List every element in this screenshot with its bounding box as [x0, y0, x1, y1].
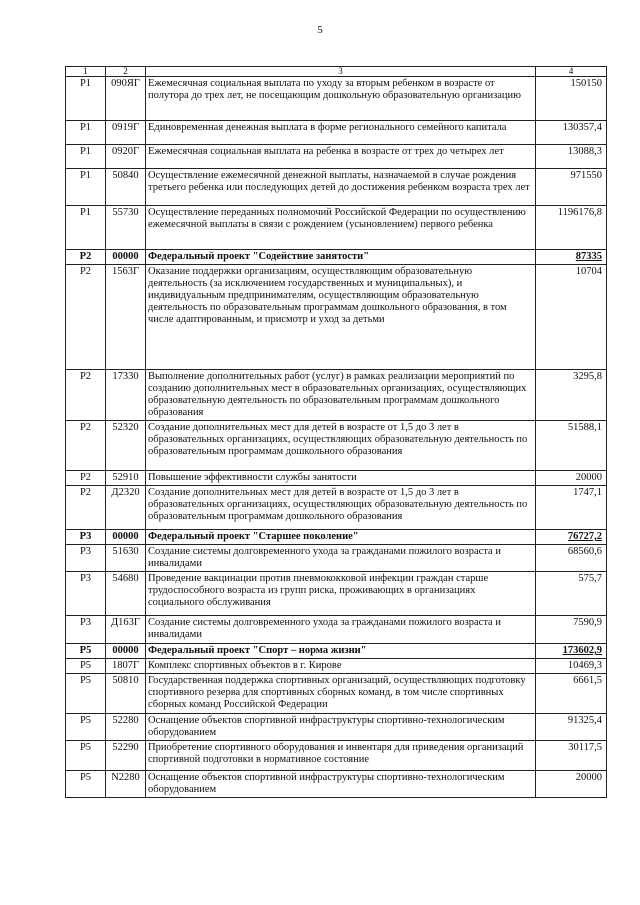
description-text: Осуществление ежемесячной денежной выплаты, назначаемой в случае рождения третьего ребенка или последующих детей до достижения ребенком возраста трех лет [148, 170, 530, 193]
section-code-text: P1 [79, 78, 92, 89]
amount-cell [536, 545, 607, 572]
description-text: Создание системы долговременного ухода за гражданами пожилого возраста и инвалидами [148, 617, 501, 640]
budget-table [65, 66, 607, 798]
amount-text: 10469,3 [567, 660, 602, 671]
section-code-text: P5 [79, 715, 92, 726]
section-code-text: P1 [79, 207, 92, 218]
description-cell [146, 644, 536, 659]
target-code-text: 0920Г [111, 146, 140, 157]
description-text: Проведение вакцинации против пневмококковой инфекции граждан старше трудоспособного возраста из групп риска, проживающих в организациях социального обслуживания [148, 573, 489, 608]
section-code-cell [66, 145, 106, 169]
column-number-3: 3 [146, 67, 536, 77]
section-code-cell [66, 77, 106, 121]
amount-cell [536, 714, 607, 741]
table-row [66, 370, 607, 421]
amount-text: 13088,3 [567, 146, 602, 157]
section-code-cell [66, 644, 106, 659]
target-code-cell [106, 370, 146, 421]
amount-text: 20000 [575, 772, 602, 783]
amount-cell [536, 145, 607, 169]
section-code-text: P5 [79, 645, 92, 656]
section-code-cell [66, 421, 106, 471]
table-row [66, 486, 607, 530]
description-text: Повышение эффективности службы занятости [148, 472, 357, 483]
table-row [66, 421, 607, 471]
section-code-cell [66, 530, 106, 545]
amount-text: 20000 [575, 472, 602, 483]
target-code-text: 52290 [112, 742, 139, 753]
section-code-cell [66, 616, 106, 644]
target-code-cell [106, 644, 146, 659]
description-text: Создание системы долговременного ухода за гражданами пожилого возраста и инвалидами [148, 546, 501, 569]
description-text: Ежемесячная социальная выплата на ребенка в возрасте от трех до четырех лет [148, 146, 504, 157]
description-cell [146, 530, 536, 545]
section-code-cell [66, 486, 106, 530]
amount-cell [536, 771, 607, 798]
description-cell [146, 714, 536, 741]
target-code-cell [106, 616, 146, 644]
amount-text: 76727,2 [567, 531, 602, 542]
target-code-text: 52320 [112, 422, 139, 433]
target-code-cell [106, 741, 146, 771]
description-text: Создание дополнительных мест для детей в возрасте от 1,5 до 3 лет в образовательных организациях, осуществляющих образовательную деятельность по образовательным программам дошкольного образования [148, 487, 528, 522]
description-text: Оснащение объектов спортивной инфраструктуры спортивно-технологическим оборудованием [148, 715, 505, 738]
description-cell [146, 206, 536, 250]
table-row [66, 572, 607, 616]
section-code-text: P3 [79, 546, 92, 557]
section-code-cell [66, 206, 106, 250]
description-cell [146, 121, 536, 145]
amount-text: 130357,4 [562, 122, 602, 133]
column-number-1: 1 [66, 67, 106, 77]
amount-cell [536, 421, 607, 471]
section-code-cell [66, 771, 106, 798]
target-code-cell [106, 545, 146, 572]
amount-text: 6661,5 [573, 675, 602, 686]
table-row [66, 771, 607, 798]
section-code-cell [66, 121, 106, 145]
target-code-text: 00000 [112, 531, 139, 542]
table-row [66, 169, 607, 206]
table-row [66, 77, 607, 121]
description-cell [146, 169, 536, 206]
description-text: Государственная поддержка спортивных организаций, осуществляющих подготовку спортивного резерва для спортивных сборных команд, в том числе спортивных сборных команд Российской Федерации [148, 675, 526, 710]
section-code-text: P1 [79, 146, 92, 157]
target-code-cell [106, 169, 146, 206]
target-code-cell [106, 265, 146, 370]
amount-cell [536, 572, 607, 616]
table-row [66, 714, 607, 741]
column-number-2: 2 [106, 67, 146, 77]
description-text: Приобретение спортивного оборудования и инвентаря для приведения организаций спортивной подготовки в нормативное состояние [148, 742, 524, 765]
target-code-text: 51630 [112, 546, 139, 557]
description-cell [146, 370, 536, 421]
target-code-cell [106, 206, 146, 250]
description-cell [146, 77, 536, 121]
description-cell [146, 741, 536, 771]
amount-cell [536, 169, 607, 206]
amount-cell [536, 644, 607, 659]
section-code-text: P2 [79, 487, 92, 498]
target-code-cell [106, 530, 146, 545]
description-cell [146, 250, 536, 265]
section-code-text: P2 [79, 266, 92, 277]
amount-cell [536, 530, 607, 545]
amount-cell [536, 370, 607, 421]
target-code-cell [106, 471, 146, 486]
amount-text: 150150 [570, 78, 602, 89]
description-text: Федеральный проект "Старшее поколение" [148, 531, 359, 542]
budget-table-body [66, 67, 607, 798]
target-code-text: 17330 [112, 371, 139, 382]
amount-text: 3295,8 [573, 371, 602, 382]
amount-text: 10704 [575, 266, 602, 277]
table-row [66, 741, 607, 771]
target-code-text: 54680 [112, 573, 139, 584]
amount-text: 68560,6 [567, 546, 602, 557]
section-code-cell [66, 250, 106, 265]
description-cell [146, 659, 536, 674]
section-code-text: P5 [79, 772, 92, 783]
amount-cell [536, 77, 607, 121]
description-cell [146, 771, 536, 798]
target-code-cell [106, 486, 146, 530]
table-row [66, 265, 607, 370]
description-text: Оснащение объектов спортивной инфраструктуры спортивно-технологическим оборудованием [148, 772, 505, 795]
section-code-text: P5 [79, 742, 92, 753]
project-total-row [66, 644, 607, 659]
section-code-cell [66, 659, 106, 674]
amount-cell [536, 486, 607, 530]
amount-text: 30117,5 [568, 742, 602, 753]
description-cell [146, 616, 536, 644]
amount-cell [536, 659, 607, 674]
section-code-cell [66, 370, 106, 421]
target-code-cell [106, 121, 146, 145]
section-code-text: P3 [79, 573, 92, 584]
target-code-cell [106, 771, 146, 798]
description-text: Комплекс спортивных объектов в г. Кирове [148, 660, 342, 671]
target-code-text: 0919Г [111, 122, 140, 133]
table-row [66, 674, 607, 714]
section-code-text: P1 [79, 122, 92, 133]
description-cell [146, 674, 536, 714]
amount-cell [536, 674, 607, 714]
description-cell [146, 421, 536, 471]
target-code-text: 00000 [112, 251, 139, 262]
target-code-text: 52280 [112, 715, 139, 726]
table-row [66, 471, 607, 486]
target-code-text: 52910 [112, 472, 139, 483]
amount-text: 1747,1 [573, 487, 602, 498]
amount-text: 87335 [575, 251, 602, 262]
target-code-text: 090ЯГ [111, 78, 140, 89]
target-code-text: 1563Г [111, 266, 140, 277]
amount-text: 971550 [570, 170, 602, 181]
target-code-text: Д2320 [111, 487, 140, 498]
description-text: Выполнение дополнительных работ (услуг) в рамках реализации мероприятий по созданию дополнительных мест в образовательных организациях, осуществляющих образовательную деятельность по образовательным программам дошкольного образования [148, 371, 527, 418]
section-code-text: P5 [79, 660, 92, 671]
amount-cell [536, 471, 607, 486]
target-code-text: 55730 [112, 207, 139, 218]
target-code-cell [106, 714, 146, 741]
amount-text: 91325,4 [567, 715, 602, 726]
amount-cell [536, 250, 607, 265]
amount-text: 7590,9 [573, 617, 602, 628]
section-code-cell [66, 265, 106, 370]
target-code-cell [106, 572, 146, 616]
section-code-cell [66, 714, 106, 741]
description-cell [146, 471, 536, 486]
target-code-text: 50840 [112, 170, 139, 181]
section-code-text: P3 [79, 531, 92, 542]
target-code-cell [106, 421, 146, 471]
amount-cell [536, 741, 607, 771]
amount-cell [536, 616, 607, 644]
section-code-text: P1 [79, 170, 92, 181]
description-text: Осуществление переданных полномочий Российской Федерации по осуществлению ежемесячной выплаты в связи с рождением (усыновлением) первого ребенка [148, 207, 526, 230]
description-cell [146, 572, 536, 616]
section-code-cell [66, 572, 106, 616]
amount-text: 575,7 [578, 573, 602, 584]
section-code-text: P2 [79, 371, 92, 382]
target-code-text: 50810 [112, 675, 139, 686]
page-number: 5 [317, 24, 323, 36]
amount-cell [536, 206, 607, 250]
target-code-cell [106, 250, 146, 265]
description-text: Создание дополнительных мест для детей в возрасте от 1,5 до 3 лет в образовательных организациях, осуществляющих образовательную деятельность по образовательным программам дошкольного образования [148, 422, 528, 457]
description-text: Федеральный проект "Спорт – норма жизни" [148, 645, 367, 656]
description-text: Единовременная денежная выплата в форме регионального семейного капитала [148, 122, 507, 133]
amount-text: 51588,1 [567, 422, 602, 433]
description-cell [146, 265, 536, 370]
amount-text: 173602,9 [562, 645, 602, 656]
target-code-text: 1807Г [111, 660, 140, 671]
target-code-cell [106, 659, 146, 674]
section-code-text: P2 [79, 422, 92, 433]
column-number-row [66, 67, 607, 77]
table-row [66, 659, 607, 674]
amount-cell [536, 265, 607, 370]
section-code-text: P3 [79, 617, 92, 628]
section-code-cell [66, 169, 106, 206]
project-total-row [66, 250, 607, 265]
section-code-text: P5 [79, 675, 92, 686]
section-code-text: P2 [79, 472, 92, 483]
table-row [66, 206, 607, 250]
table-row [66, 145, 607, 169]
section-code-cell [66, 674, 106, 714]
target-code-cell [106, 674, 146, 714]
section-code-cell [66, 545, 106, 572]
description-cell [146, 145, 536, 169]
target-code-cell [106, 77, 146, 121]
column-number-4: 4 [536, 67, 607, 77]
amount-text: 1196176,8 [557, 207, 602, 218]
amount-cell [536, 121, 607, 145]
description-cell [146, 486, 536, 530]
target-code-text: Д163Г [111, 617, 140, 628]
section-code-text: P2 [79, 251, 92, 262]
table-row [66, 121, 607, 145]
target-code-text: N2280 [111, 772, 140, 783]
target-code-text: 00000 [112, 645, 139, 656]
description-text: Оказание поддержки организациям, осуществляющим образовательную деятельность (за исключением государственных и муниципальных), и индивидуальным предпринимателям, осуществляющим образовательную деятельность по образовательным программам дошкольного образования, в том числе адаптированным, и присмотр и уход за детьми [148, 266, 507, 325]
description-text: Ежемесячная социальная выплата по уходу за вторым ребенком в возрасте от полутора до трех лет, не посещающим дошкольную образовательную организацию [148, 78, 522, 101]
section-code-cell [66, 741, 106, 771]
description-cell [146, 545, 536, 572]
table-row [66, 616, 607, 644]
table-row [66, 545, 607, 572]
section-code-cell [66, 471, 106, 486]
description-text: Федеральный проект "Содействие занятости" [148, 251, 370, 262]
target-code-cell [106, 145, 146, 169]
project-total-row [66, 530, 607, 545]
